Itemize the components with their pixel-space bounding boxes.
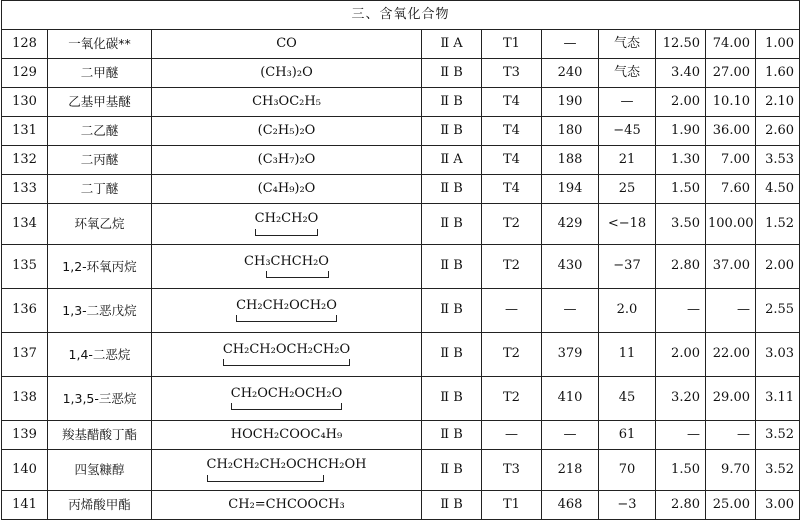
chemical-formula: CH₂OCH₂OCH₂O — [230, 385, 343, 401]
chemical-properties-table — [1, 0, 800, 520]
temperature-class: — — [482, 289, 542, 333]
flash-point: — — [599, 88, 656, 117]
row-number: 141 — [2, 491, 48, 520]
chemical-formula: CH₂CH₂OCH₂CH₂O — [222, 341, 351, 357]
chemical-formula: CH₂CH₂O — [254, 211, 319, 227]
chemical-formula-cell — [152, 289, 422, 333]
temperature-class: T1 — [482, 30, 542, 59]
gas-group: Ⅱ B — [422, 450, 482, 491]
row-number: 132 — [2, 146, 48, 175]
gas-group: Ⅱ B — [422, 175, 482, 204]
lower-explosive-limit: 2.80 — [656, 491, 706, 520]
relative-density: 4.50 — [756, 175, 800, 204]
gas-group: Ⅱ A — [422, 146, 482, 175]
relative-density: 1.00 — [756, 30, 800, 59]
ignition-temperature: 240 — [542, 59, 599, 88]
chemical-formula: CH₂CH₂CH₂OCHCH₂OH — [206, 457, 367, 473]
upper-explosive-limit: 25.00 — [706, 491, 756, 520]
lower-explosive-limit: 3.20 — [656, 377, 706, 421]
temperature-class: T4 — [482, 117, 542, 146]
upper-explosive-limit: 29.00 — [706, 377, 756, 421]
ring-bond-bracket — [266, 271, 329, 278]
relative-density: 3.52 — [756, 450, 800, 491]
relative-density: 3.00 — [756, 491, 800, 520]
flash-point: 11 — [599, 333, 656, 377]
flash-point: 61 — [599, 421, 656, 450]
relative-density: 3.52 — [756, 421, 800, 450]
relative-density: 3.11 — [756, 377, 800, 421]
lower-explosive-limit: 3.50 — [656, 204, 706, 245]
relative-density: 2.10 — [756, 88, 800, 117]
gas-group: Ⅱ B — [422, 245, 482, 289]
chemical-formula-cell — [152, 377, 422, 421]
chemical-formula: (C₂H₅)₂O — [152, 117, 422, 146]
upper-explosive-limit: 27.00 — [706, 59, 756, 88]
upper-explosive-limit: 37.00 — [706, 245, 756, 289]
upper-explosive-limit: 10.10 — [706, 88, 756, 117]
ring-formula — [207, 458, 367, 481]
ring-formula — [223, 343, 350, 366]
temperature-class: T4 — [482, 88, 542, 117]
temperature-class: T2 — [482, 245, 542, 289]
temperature-class: T2 — [482, 333, 542, 377]
row-number: 134 — [2, 204, 48, 245]
ring-bond-bracket — [255, 229, 319, 236]
lower-explosive-limit: 1.50 — [656, 450, 706, 491]
ignition-temperature: — — [542, 289, 599, 333]
table-row — [2, 450, 800, 491]
compound-name: 丙烯酸甲酯 — [48, 491, 152, 520]
chemical-formula: (C₃H₇)₂O — [152, 146, 422, 175]
compound-name: 四氢糠醇 — [48, 450, 152, 491]
lower-explosive-limit: 2.00 — [656, 333, 706, 377]
lower-explosive-limit: — — [656, 289, 706, 333]
relative-density: 2.00 — [756, 245, 800, 289]
upper-explosive-limit: — — [706, 421, 756, 450]
row-number: 136 — [2, 289, 48, 333]
compound-name: 1,3-二恶戊烷 — [48, 289, 152, 333]
compound-name: 1,3,5-三恶烷 — [48, 377, 152, 421]
chemical-formula-cell — [152, 245, 422, 289]
ring-bond-bracket — [236, 315, 337, 322]
row-number: 135 — [2, 245, 48, 289]
compound-name: 二甲醚 — [48, 59, 152, 88]
temperature-class: T4 — [482, 146, 542, 175]
row-number: 131 — [2, 117, 48, 146]
section-title: 三、含氧化合物 — [2, 1, 800, 30]
flash-point: 气态 — [599, 59, 656, 88]
gas-group: Ⅱ B — [422, 88, 482, 117]
gas-group: Ⅱ B — [422, 421, 482, 450]
table-row — [2, 175, 800, 204]
ignition-temperature: 188 — [542, 146, 599, 175]
ignition-temperature: 429 — [542, 204, 599, 245]
gas-group: Ⅱ B — [422, 333, 482, 377]
upper-explosive-limit: 74.00 — [706, 30, 756, 59]
gas-group: Ⅱ B — [422, 491, 482, 520]
temperature-class: — — [482, 421, 542, 450]
chemical-formula: (C₄H₉)₂O — [152, 175, 422, 204]
flash-point: −45 — [599, 117, 656, 146]
ring-bond-bracket — [223, 359, 350, 366]
ignition-temperature: — — [542, 421, 599, 450]
ignition-temperature: 180 — [542, 117, 599, 146]
chemical-formula: CH₃CHCH₂O — [244, 253, 329, 269]
flash-point: 2.0 — [599, 289, 656, 333]
relative-density: 3.53 — [756, 146, 800, 175]
row-number: 140 — [2, 450, 48, 491]
table-row — [2, 117, 800, 146]
ring-bond-bracket — [231, 403, 342, 410]
gas-group: Ⅱ A — [422, 30, 482, 59]
ring-formula — [255, 212, 319, 235]
flash-point: 70 — [599, 450, 656, 491]
lower-explosive-limit: 1.30 — [656, 146, 706, 175]
upper-explosive-limit: 9.70 — [706, 450, 756, 491]
temperature-class: T3 — [482, 59, 542, 88]
lower-explosive-limit: 3.40 — [656, 59, 706, 88]
row-number: 137 — [2, 333, 48, 377]
flash-point: −37 — [599, 245, 656, 289]
temperature-class: T4 — [482, 175, 542, 204]
table-row — [2, 245, 800, 289]
temperature-class: T2 — [482, 204, 542, 245]
upper-explosive-limit: 36.00 — [706, 117, 756, 146]
lower-explosive-limit: 1.90 — [656, 117, 706, 146]
compound-name: 二丙醚 — [48, 146, 152, 175]
ignition-temperature: 430 — [542, 245, 599, 289]
relative-density: 1.60 — [756, 59, 800, 88]
lower-explosive-limit: 2.00 — [656, 88, 706, 117]
table-row — [2, 88, 800, 117]
upper-explosive-limit: 7.60 — [706, 175, 756, 204]
table-row — [2, 59, 800, 88]
ring-formula — [244, 255, 329, 278]
table-row — [2, 491, 800, 520]
ignition-temperature: 379 — [542, 333, 599, 377]
ignition-temperature: 218 — [542, 450, 599, 491]
ignition-temperature: — — [542, 30, 599, 59]
chemical-formula-cell — [152, 204, 422, 245]
compound-name: 一氧化碳** — [48, 30, 152, 59]
relative-density: 1.52 — [756, 204, 800, 245]
flash-point: 25 — [599, 175, 656, 204]
table-row — [2, 333, 800, 377]
section-header-row — [2, 1, 800, 30]
row-number: 133 — [2, 175, 48, 204]
chemical-formula: CH₃OC₂H₅ — [152, 88, 422, 117]
ignition-temperature: 194 — [542, 175, 599, 204]
table-row — [2, 421, 800, 450]
chemical-formula-cell — [152, 333, 422, 377]
relative-density: 2.55 — [756, 289, 800, 333]
gas-group: Ⅱ B — [422, 289, 482, 333]
row-number: 129 — [2, 59, 48, 88]
flash-point: 气态 — [599, 30, 656, 59]
ring-formula — [236, 299, 337, 322]
table-row — [2, 377, 800, 421]
chemical-formula: (CH₃)₂O — [152, 59, 422, 88]
temperature-class: T1 — [482, 491, 542, 520]
relative-density: 2.60 — [756, 117, 800, 146]
chemical-formula-cell — [152, 450, 422, 491]
table-row — [2, 30, 800, 59]
ring-formula — [231, 387, 342, 410]
compound-name: 乙基甲基醚 — [48, 88, 152, 117]
compound-name: 1,2-环氧丙烷 — [48, 245, 152, 289]
relative-density: 3.03 — [756, 333, 800, 377]
ignition-temperature: 468 — [542, 491, 599, 520]
lower-explosive-limit: 1.50 — [656, 175, 706, 204]
lower-explosive-limit: 2.80 — [656, 245, 706, 289]
gas-group: Ⅱ B — [422, 59, 482, 88]
row-number: 138 — [2, 377, 48, 421]
chemical-formula: HOCH₂COOC₄H₉ — [152, 421, 422, 450]
row-number: 139 — [2, 421, 48, 450]
flash-point: 21 — [599, 146, 656, 175]
row-number: 130 — [2, 88, 48, 117]
temperature-class: T2 — [482, 377, 542, 421]
table-row — [2, 204, 800, 245]
row-number: 128 — [2, 30, 48, 59]
gas-group: Ⅱ B — [422, 377, 482, 421]
table-row — [2, 289, 800, 333]
compound-name: 环氧乙烷 — [48, 204, 152, 245]
lower-explosive-limit: 12.50 — [656, 30, 706, 59]
compound-name: 1,4-二恶烷 — [48, 333, 152, 377]
ring-bond-bracket — [207, 475, 324, 482]
upper-explosive-limit: 22.00 — [706, 333, 756, 377]
upper-explosive-limit: — — [706, 289, 756, 333]
chemical-formula: CH₂=CHCOOCH₃ — [152, 491, 422, 520]
upper-explosive-limit: 100.00 — [706, 204, 756, 245]
chemical-formula: CH₂CH₂OCH₂O — [236, 297, 337, 313]
ignition-temperature: 190 — [542, 88, 599, 117]
ignition-temperature: 410 — [542, 377, 599, 421]
chemical-formula: CO — [152, 30, 422, 59]
compound-name: 二丁醚 — [48, 175, 152, 204]
gas-group: Ⅱ B — [422, 117, 482, 146]
compound-name: 羧基醋酸丁酯 — [48, 421, 152, 450]
gas-group: Ⅱ B — [422, 204, 482, 245]
flash-point: 45 — [599, 377, 656, 421]
flash-point: <−18 — [599, 204, 656, 245]
lower-explosive-limit: — — [656, 421, 706, 450]
upper-explosive-limit: 7.00 — [706, 146, 756, 175]
flash-point: −3 — [599, 491, 656, 520]
temperature-class: T3 — [482, 450, 542, 491]
compound-name: 二乙醚 — [48, 117, 152, 146]
table-row — [2, 146, 800, 175]
